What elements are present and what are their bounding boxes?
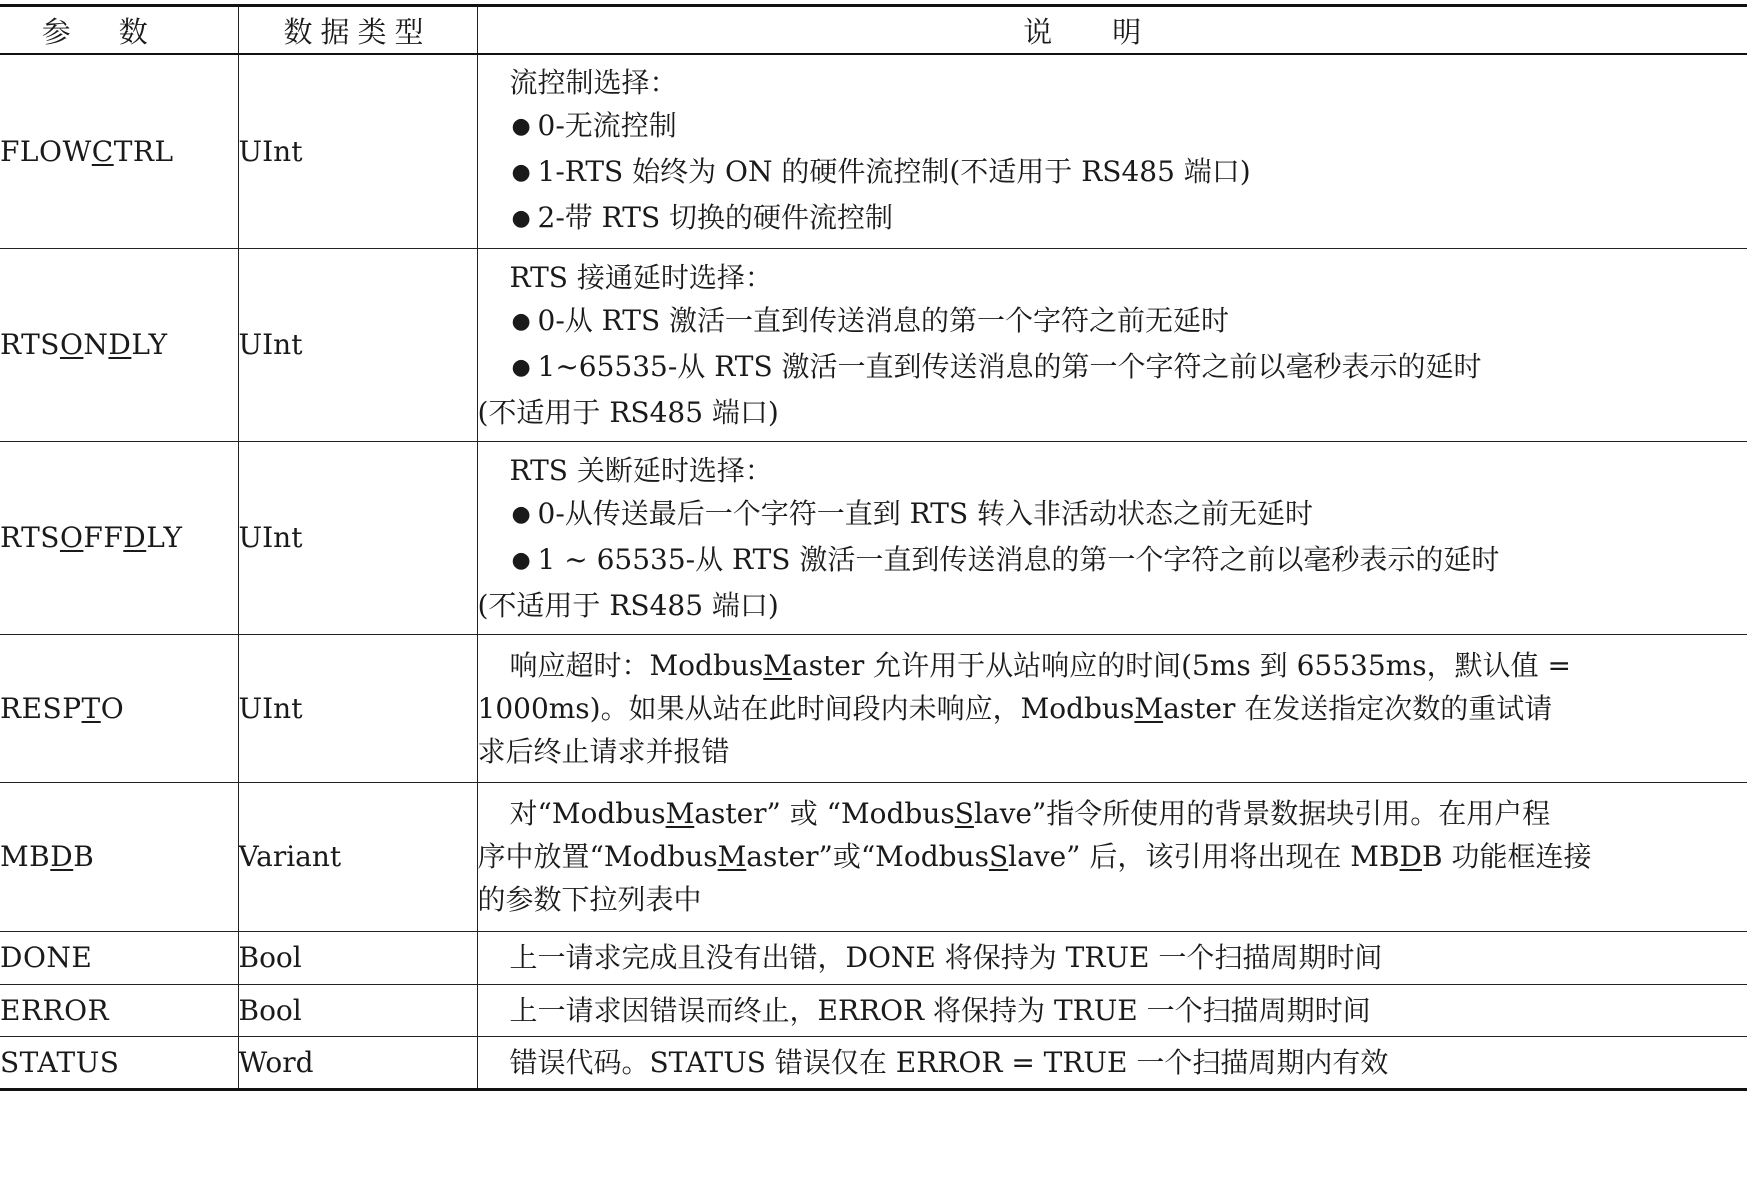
table-row bbox=[0, 248, 1747, 441]
parameter-table bbox=[0, 4, 1747, 1091]
desc-wrap: (不适用于 RS485 端口) bbox=[477, 588, 779, 622]
param-description bbox=[477, 248, 1747, 441]
header-data-type: 数据类型 bbox=[238, 6, 477, 55]
table-row bbox=[0, 634, 1747, 782]
header-row bbox=[0, 6, 1747, 55]
param-name: RTSONDLY bbox=[0, 328, 168, 361]
desc-line: 序中放置“ModbusMaster”或“ModbusSlave” 后，该引用将出现在 MBDB 功能框连接 bbox=[477, 840, 1592, 873]
param-type: Variant bbox=[238, 782, 477, 931]
table-row bbox=[0, 441, 1747, 634]
desc-line: 的参数下拉列表中 bbox=[477, 883, 702, 916]
desc-line: 1000ms)。如果从站在此时间段内未响应，ModbusMaster 在发送指定次数的重试请 bbox=[477, 691, 1553, 725]
desc-bullet: ● 1~65535-从 RTS 激活一直到传送消息的第一个字符之前以毫秒表示的延时 bbox=[511, 349, 1482, 383]
desc-line: 对“ModbusMaster” 或 “ModbusSlave”指令所使用的背景数据块引用。在用户程 bbox=[509, 797, 1551, 830]
header-description: 说明 bbox=[477, 6, 1747, 55]
desc-bullet: ● 0-无流控制 bbox=[511, 108, 677, 142]
param-name: FLOWCTRL bbox=[0, 134, 174, 168]
param-name: ERROR bbox=[0, 993, 110, 1027]
param-name: DONE bbox=[0, 941, 93, 974]
param-description bbox=[477, 634, 1747, 782]
param-type: Word bbox=[238, 1036, 477, 1089]
table-row bbox=[0, 54, 1747, 248]
param-type: UInt bbox=[238, 634, 477, 782]
param-name: RESPTO bbox=[0, 691, 125, 725]
desc-bullet: ● 1-RTS 始终为 ON 的硬件流控制(不适用于 RS485 端口) bbox=[511, 154, 1251, 188]
param-description bbox=[477, 782, 1747, 931]
param-type: UInt bbox=[238, 54, 477, 248]
desc-bullet: ● 0-从 RTS 激活一直到传送消息的第一个字符之前无延时 bbox=[511, 303, 1230, 337]
desc-bullet: ● 0-从传送最后一个字符一直到 RTS 转入非活动状态之前无延时 bbox=[511, 496, 1314, 530]
table-row bbox=[0, 984, 1747, 1036]
desc-line: 求后终止请求并报错 bbox=[477, 734, 730, 768]
param-description: 上一请求完成且没有出错，DONE 将保持为 TRUE 一个扫描周期时间 bbox=[477, 931, 1747, 984]
table-row bbox=[0, 782, 1747, 931]
desc-bullet: ● 1 ~ 65535-从 RTS 激活一直到传送消息的第一个字符之前以毫秒表示的延时 bbox=[511, 542, 1500, 576]
table-row bbox=[0, 931, 1747, 984]
param-description bbox=[477, 54, 1747, 248]
param-type: Bool bbox=[238, 984, 477, 1036]
param-type: UInt bbox=[238, 248, 477, 441]
param-name: STATUS bbox=[0, 1045, 120, 1079]
param-description: 错误代码。STATUS 错误仅在 ERROR = TRUE 一个扫描周期内有效 bbox=[477, 1036, 1747, 1089]
desc-bullet: ● 2-带 RTS 切换的硬件流控制 bbox=[511, 200, 894, 234]
param-name: RTSOFFDLY bbox=[0, 521, 183, 554]
desc-lead: RTS 接通延时选择： bbox=[509, 260, 773, 294]
header-param: 参数 bbox=[0, 6, 238, 55]
param-name: MBDB bbox=[0, 840, 95, 873]
desc-lead: RTS 关断延时选择： bbox=[509, 453, 773, 487]
desc-lead: 流控制选择： bbox=[509, 65, 678, 99]
desc-line: 响应超时：ModbusMaster 允许用于从站响应的时间(5ms 到 65535ms，默认值 = bbox=[509, 648, 1571, 682]
param-description bbox=[477, 441, 1747, 634]
param-type: Bool bbox=[238, 931, 477, 984]
desc-wrap: (不适用于 RS485 端口) bbox=[477, 395, 779, 429]
param-description: 上一请求因错误而终止，ERROR 将保持为 TRUE 一个扫描周期时间 bbox=[477, 984, 1747, 1036]
table-row bbox=[0, 1036, 1747, 1089]
param-type: UInt bbox=[238, 441, 477, 634]
